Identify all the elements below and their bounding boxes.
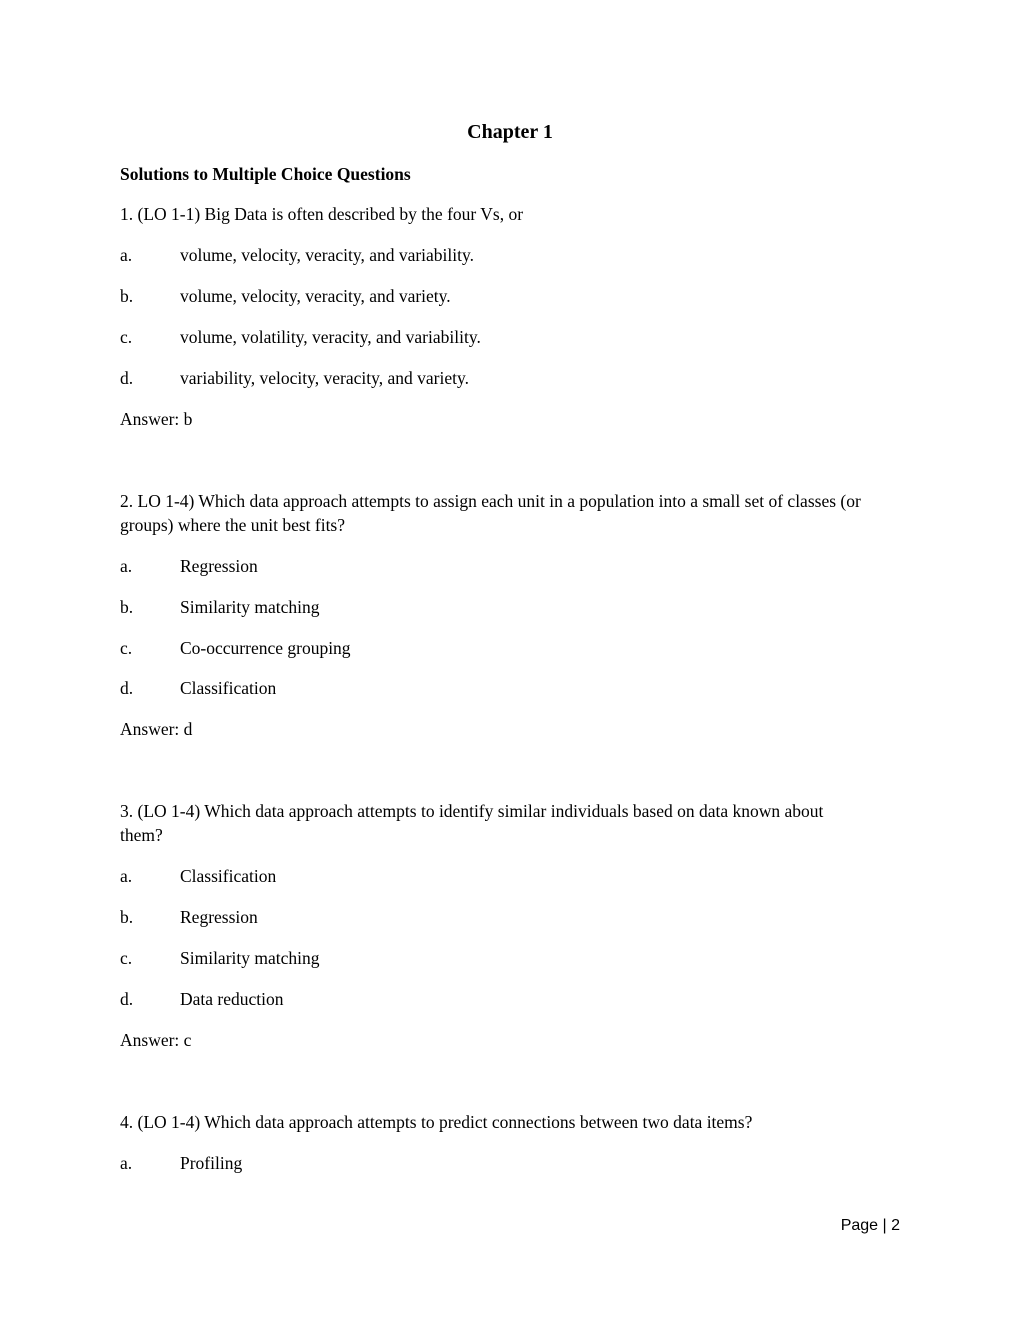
question-3-option-a-letter: a. xyxy=(120,866,133,886)
question-1-option-c-text: volume, volatility, veracity, and variability. xyxy=(180,327,481,347)
question-1-option-a-text: volume, velocity, veracity, and variability. xyxy=(180,245,474,265)
question-1-option-d-text: variability, velocity, veracity, and variety. xyxy=(180,368,469,388)
section-heading: Solutions to Multiple Choice Questions xyxy=(120,164,411,184)
page-number-footer: Page | 2 xyxy=(840,1217,900,1234)
question-2-stem-line-1: 2. LO 1-4) Which data approach attempts to assign each unit in a population into a small set of classes (or xyxy=(120,491,861,511)
question-3-option-a-text: Classification xyxy=(180,866,277,886)
question-1-option-b-letter: b. xyxy=(120,286,134,306)
question-2-option-c-letter: c. xyxy=(120,638,133,658)
question-3-option-b-letter: b. xyxy=(120,907,134,927)
question-3-stem-line-1: 3. (LO 1-4) Which data approach attempts to identify similar individuals based on data known about xyxy=(120,801,824,821)
question-2-stem-line-2: groups) where the unit best fits? xyxy=(120,515,346,535)
question-3-answer: Answer: c xyxy=(120,1030,192,1050)
question-2-option-b-text: Similarity matching xyxy=(180,597,320,617)
question-1-option-c-letter: c. xyxy=(120,327,133,347)
question-2-option-d-letter: d. xyxy=(120,678,134,698)
question-1-option-a-letter: a. xyxy=(120,245,133,265)
question-2-option-a-letter: a. xyxy=(120,556,133,576)
question-2-option-a-text: Regression xyxy=(180,556,258,576)
question-3-stem-line-2: them? xyxy=(120,825,163,845)
question-3-option-b-text: Regression xyxy=(180,907,258,927)
chapter-title: Chapter 1 xyxy=(467,121,553,143)
question-2-answer: Answer: d xyxy=(120,719,193,739)
question-4-stem: 4. (LO 1-4) Which data approach attempts to predict connections between two data items? xyxy=(120,1112,753,1132)
question-4-option-a-text: Profiling xyxy=(180,1153,243,1173)
question-1-stem: 1. (LO 1-1) Big Data is often described by the four Vs, or xyxy=(120,204,524,224)
question-3-option-d-text: Data reduction xyxy=(180,989,284,1009)
question-3-option-d-letter: d. xyxy=(120,989,134,1009)
question-3-option-c-text: Similarity matching xyxy=(180,948,320,968)
question-1-option-d-letter: d. xyxy=(120,368,134,388)
question-3-option-c-letter: c. xyxy=(120,948,133,968)
question-2-option-b-letter: b. xyxy=(120,597,134,617)
question-1-option-b-text: volume, velocity, veracity, and variety. xyxy=(180,286,451,306)
question-1-answer: Answer: b xyxy=(120,409,193,429)
question-2-option-d-text: Classification xyxy=(180,678,277,698)
question-4-option-a-letter: a. xyxy=(120,1153,133,1173)
question-2-option-c-text: Co-occurrence grouping xyxy=(180,638,351,658)
